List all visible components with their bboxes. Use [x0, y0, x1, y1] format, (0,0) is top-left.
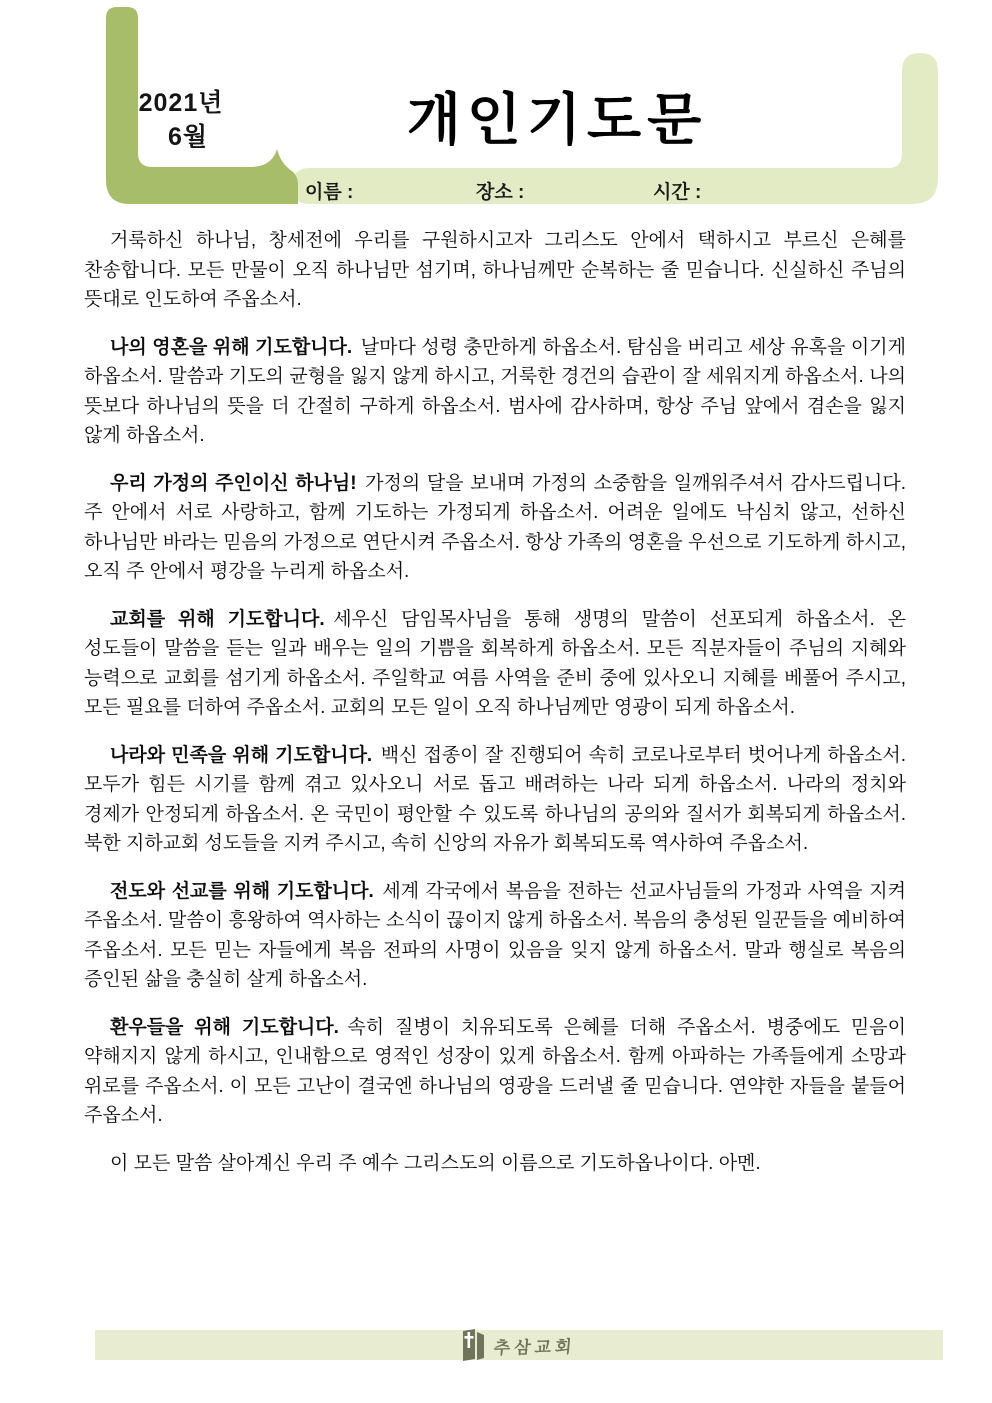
prayer-paragraph [84, 226, 906, 315]
prayer-text: 가정의 달을 보내며 가정의 소중함을 일깨워주셔서 감사드립니다. 주 안에서 서로 사랑하고, 함께 기도하는 가정되게 하옵소서. 어려운 일에도 낙심치 않고, 선하신 하나님만 바라는 믿음의 가정으로 연단시켜 주옵소서. 항상 가족의 영혼을 우선으로 기도하게 하시고, 오직 주 안에서 평강을 누리게 하옵소서. [84, 472, 906, 582]
church-logo [462, 1329, 576, 1361]
prayer-paragraph [84, 605, 906, 723]
closing-line: 이 모든 말씀 살아계신 우리 주 예수 그리스도의 이름으로 기도하옵나이다. 아멘. [110, 1152, 761, 1174]
page-title: 개인기도문 [406, 88, 708, 151]
prayer-heading: 환우들을 위해 기도합니다. [110, 1016, 339, 1038]
prayer-heading: 나라와 민족을 위해 기도합니다. [110, 744, 373, 766]
prayer-text: 세우신 담임목사님을 통해 생명의 말씀이 선포되게 하옵소서. 온 성도들이 말씀을 듣는 일과 배우는 일의 기쁨을 회복하게 하옵소서. 모든 직분자들이 주님의 지혜와 능력으로 교회를 섬기게 하옵소서. 주일학교 여름 사역을 준비 중에 있사오니 지혜를 베풀어 주시고, 모든 필요를 더하여 주옵소서. 교회의 모든 일이 오직 하나님께만 영광이 되게 하옵소서. [84, 608, 906, 718]
prayer-heading: 교회를 위해 기도합니다. [110, 608, 325, 630]
church-logo-text: 추삼교회 [493, 1336, 577, 1358]
cross-icon [462, 1329, 486, 1361]
issue-month: 6월 [167, 123, 209, 151]
prayer-heading: 전도와 선교를 위해 기도합니다. [110, 880, 374, 902]
place-field-label: 장소 : [476, 182, 525, 203]
prayer-text: 백신 접종이 잘 진행되어 속히 코로나로부터 벗어나게 하옵소서. 모두가 힘든 시기를 함께 겪고 있사오니 서로 돕고 배려하는 나라 되게 하옵소서. 나라의 정치와 경제가 안정되게 하옵소서. 온 국민이 평안할 수 있도록 하나님의 공의와 질서가 회복되게 하옵소서. 북한 지하교회 성도들을 지켜 주시고, 속히 신앙의 자유가 회복되도록 역사하여 주옵소서. [84, 744, 907, 854]
issue-year: 2021년 [138, 89, 224, 117]
prayer-text: 거룩하신 하나님, 창세전에 우리를 구원하시고자 그리스도 안에서 택하시고 부르신 은혜를 찬송합니다. 모든 만물이 오직 하나님만 섬기며, 하나님께만 순복하는 줄 믿습니다. 신실하신 주님의 뜻대로 인도하여 주옵소서. [84, 230, 906, 310]
prayer-paragraph [84, 469, 906, 587]
prayer-paragraph [84, 1013, 906, 1131]
time-field-label: 시간 : [653, 182, 702, 203]
closing-line-paragraph [84, 1149, 906, 1179]
prayer-heading: 우리 가정의 주인이신 하나님! [110, 472, 357, 494]
prayer-text: 세계 각국에서 복음을 전하는 선교사님들의 가정과 사역을 지켜 주옵소서. 말씀이 흥왕하여 역사하는 소식이 끊이지 않게 하옵소서. 복음의 충성된 일꾼들을 예비하여 주옵소서. 모든 믿는 자들에게 복음 전파의 사명이 있음을 잊지 않게 하옵소서. 말과 행실로 복음의 증인된 삶을 충실히 살게 하옵소서. [84, 880, 906, 990]
footer-band [95, 1330, 943, 1360]
prayer-text: 속히 질병이 치유되도록 은혜를 더해 주옵소서. 병중에도 믿음이 약해지지 않게 하시고, 인내함으로 영적인 성장이 있게 하옵소서. 함께 아파하는 가족들에게 소망과 위로를 주옵소서. 이 모든 고난이 결국엔 하나님의 영광을 드러낼 줄 믿습니다. 연약한 자들을 붙들어 주옵소서. [84, 1016, 906, 1126]
prayer-paragraph [84, 741, 906, 859]
prayer-text: 날마다 성령 충만하게 하옵소서. 탐심을 버리고 세상 유혹을 이기게 하옵소서. 말씀과 기도의 균형을 잃지 않게 하시고, 거룩한 경건의 습관이 잘 세워지게 하옵소서. 나의 뜻보다 하나님의 뜻을 더 간절히 구하게 하옵소서. 범사에 감사하며, 항상 주님 앞에서 겸손을 잃지 않게 하옵소서. [84, 336, 906, 446]
prayer-paragraph [84, 877, 906, 995]
prayer-paragraph [84, 333, 906, 451]
prayer-heading: 나의 영혼을 위해 기도합니다. [110, 336, 353, 358]
name-field-label: 이름 : [305, 182, 354, 203]
prayer-body [84, 226, 906, 1178]
issue-date [122, 86, 240, 154]
